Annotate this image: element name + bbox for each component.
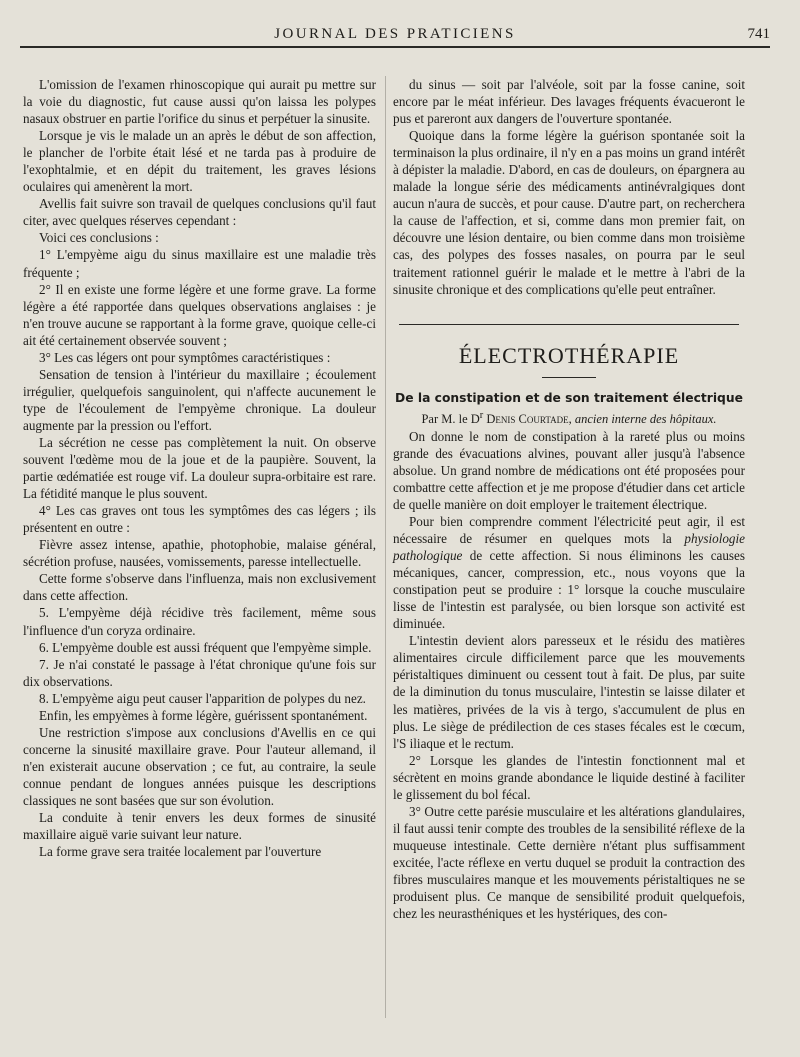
paragraph: On donne le nom de constipation à la rareté plus ou moins grande des évacuations alvines, pouvant aller jusqu'à l'absence absolue. Un grand nombre de médications ont été proposées pour combattre cette affection et je me propose d'étudier dans cet article de quelle manière on doit employer le traitement électrique. (393, 428, 745, 512)
paragraph: Voici ces conclusions : (39, 230, 159, 246)
paragraph: Quoique dans la forme légère la guérison spontanée soit la terminaison la plus ordinaire, il n'y en a pas moins un grand intérêt à dépister la maladie. D'abord, en cas de douleurs, on épargnera au malade la longue série des médicaments antinévralgiques dont aucun n'aura de succès, et pour cause. D'autre part, on recherchera la cause de l'affection, et si, comme dans mon premier fait, on découvre une lésion dentaire, ou bien comme dans mon troisième cas, des polypes des fosses nasales, on pourra par le seul traitement rationnel guérir le malade et le mettre à l'abri de la sinusite chronique et des complications qu'elle peut entraîner. (393, 128, 745, 297)
right-column (393, 76, 745, 922)
paragraph: Enfin, les empyèmes à forme légère, guérissent spontanément. (39, 707, 368, 723)
paragraph: La forme grave sera traitée localement par l'ouverture (39, 844, 322, 860)
paragraph: Une restriction s'impose aux conclusions d'Avellis en ce qui concerne la sinusité maxillaire grave. Pour l'auteur allemand, il n'en existerait aucune observation ; ce fut, au contraire, la seule connue pendant de longues années puisque les descriptions classiques ne sont basées que sur son évolution. (23, 724, 376, 808)
paragraph: La conduite à tenir envers les deux formes de sinusité maxillaire aiguë varie suivant leur nature. (23, 810, 376, 843)
paragraph: 1° L'empyème aigu du sinus maxillaire est une maladie très fréquente ; (23, 247, 376, 280)
paragraph: 2° Il en existe une forme légère et une forme grave. La forme légère a été rapportée dans quelques observations anglaises : je n'en trouve aucune se rapportant à la forme grave, quoique celle-ci ait été certainement observée souvent ; (23, 281, 376, 348)
left-column (23, 76, 376, 860)
paragraph: 4° Les cas graves ont tous les symptômes des cas légers ; ils présentent en outre : (23, 503, 376, 536)
section-title: ÉLECTROTHÉRAPIE (458, 342, 680, 368)
article-title: De la constipation et de son traitement électrique (395, 390, 743, 405)
paragraph: 5. L'empyème déjà récidive très facilement, même sous l'influence d'un coryza ordinaire. (23, 605, 376, 638)
section-title-underline (542, 377, 596, 378)
paragraph: 2° Lorsque les glandes de l'intestin fonctionnent mal et sécrètent en moins grande abondance le liquide destiné à faciliter le glissement du bol fécal. (393, 752, 745, 802)
paragraph: La sécrétion ne cesse pas complètement la nuit. On observe souvent l'œdème mou de la joue et de la paupière. Souvent, la partie œdématiée est rouge vif. La douleur supra-orbitaire est rare. La fétidité manque le plus souvent. (23, 434, 376, 502)
journal-title: JOURNAL DES PRATICIENS (274, 26, 516, 42)
byline-sup: r (479, 409, 484, 421)
paragraph: 6. L'empyème double est aussi fréquent que l'empyème simple. (39, 639, 372, 655)
paragraph: L'omission de l'examen rhinoscopique qui aurait pu mettre sur la voie du diagnostic, fut cause aussi qu'on laissa les polypes nasaux obstruer en partie l'orifice du sinus et perpétuer la sinusite. (23, 77, 376, 127)
byline-prefix: Par M. le D (421, 411, 480, 426)
paragraph (393, 513, 745, 632)
paragraph: Sensation de tension à l'intérieur du maxillaire ; écoulement irrégulier, quelquefois sanguinolent, qui n'affecte aucunement le type de l'écoulement de l'empyème chronique. La douleur augmente par la pression ou l'effort. (23, 366, 376, 433)
paragraph: Avellis fait suivre son travail de quelques conclusions qu'il faut citer, avec quelques réserves cependant : (23, 196, 376, 229)
byline-role: ancien interne des hôpitaux. (574, 411, 717, 426)
paragraph-text: Pour bien comprendre comment l'électricité peut agir, il est nécessaire de résumer en quelques mots la (393, 514, 745, 547)
paragraph-text: de cette affection. Si nous éliminons les causes mécaniques, cancer, compression, etc., nous voyons que la constipation peut se produire : 1° lorsque la couche musculaire lisse de l'intestin est paralysée, ou bien lorsque son activité est diminuée. (393, 548, 745, 632)
paragraph: L'intestin devient alors paresseux et le résidu des matières alimentaires circule difficilement parce que les mouvements péristaltiques diminuent ou cessent tout à fait. De plus, par suite de la diminution du tonus musculaire, l'intestin se laisse dilater et les matières, privées de la vis à tergo, s'accumulent de plus en plus. Le siège de prédilection de ces stases fécales est le cœcum, l'S iliaque et le rectum. (393, 633, 745, 751)
article-byline (393, 407, 745, 428)
right-column-top-text (393, 76, 745, 298)
page-number: 741 (747, 26, 770, 42)
right-column-bottom-text (393, 632, 745, 922)
paragraph: 8. L'empyème aigu peut causer l'apparition de polypes du nez. (39, 690, 366, 706)
paragraph: du sinus — soit par l'alvéole, soit par la fosse canine, soit encore par le méat inférieur. Des lavages fréquents évacueront le pus et pareront aux dangers de l'ouverture spontanée. (393, 77, 745, 127)
column-divider (385, 76, 386, 1018)
running-header (20, 22, 770, 48)
paragraph: 7. Je n'ai constaté le passage à l'état chronique qu'une fois sur dix observations. (23, 656, 376, 689)
section-rule (399, 324, 739, 325)
paragraph: Fièvre assez intense, apathie, photophobie, malaise général, sécrétion profuse, nausées, vomissements, paresse intellectuelle. (23, 537, 376, 570)
paragraph: Cette forme s'observe dans l'influenza, mais non exclusivement dans cette affection. (23, 571, 376, 604)
byline-author: Denis Courtade, (486, 411, 572, 426)
paragraph: 3° Les cas légers ont pour symptômes caractéristiques : (39, 349, 331, 365)
italic-term: physiologie pathologique (393, 531, 745, 564)
paragraph: Lorsque je vis le malade un an après le début de son affection, le plancher de l'orbite était lésé et ne tarda pas à produire de l'exophtalmie, et en dépit du traitement, les graves lésions oculaires qui amenèrent la mort. (23, 128, 376, 195)
paragraph: 3° Outre cette parésie musculaire et les altérations glandulaires, il faut aussi tenir compte des troubles de la sensibilité réflexe de la muqueuse intestinale. Cette dernière n'étant plus suffisamment excitée, l'acte réflexe en vertu duquel se produit la contraction des fibres musculaires manque et les mouvements péristaltiques ne se produisent plus. Ce manque de sensibilité produit quelquefois, chez les neurasthéniques et les hystériques, des con- (393, 803, 745, 922)
